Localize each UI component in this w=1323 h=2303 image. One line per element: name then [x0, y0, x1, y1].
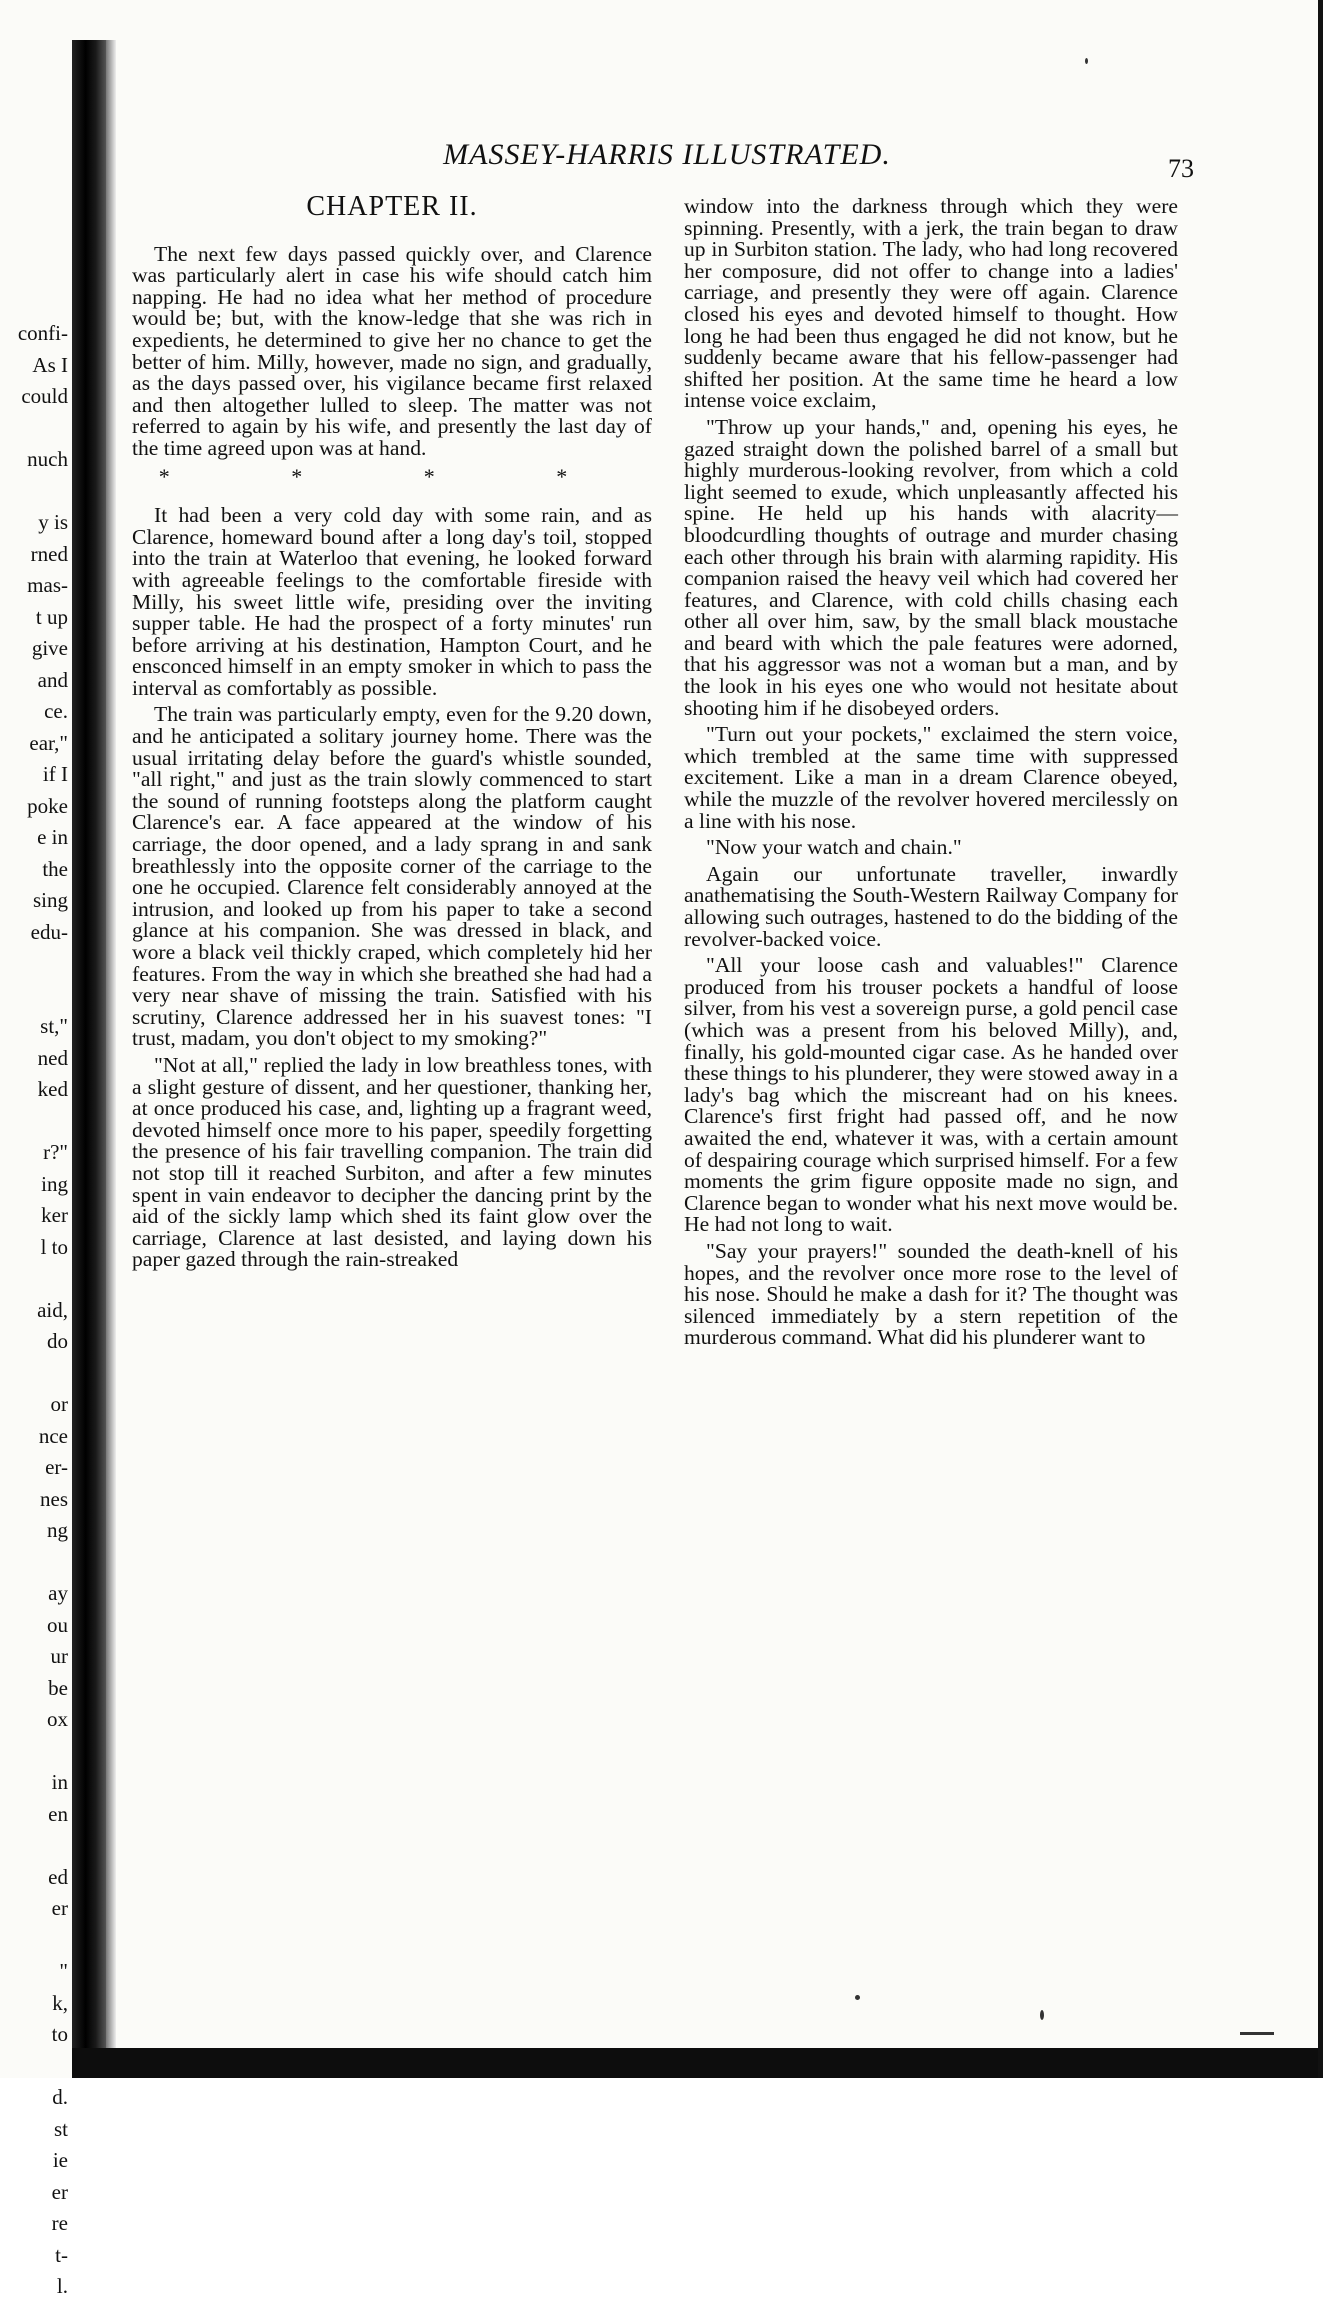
fragment-line: sing [32, 888, 68, 912]
text-column-left [132, 191, 652, 1276]
fragment-line: ox [47, 1707, 68, 1731]
scan-speck [1040, 2010, 1044, 2020]
scan-speck [1085, 58, 1088, 64]
paragraph: "Throw up your hands," and, opening his eyes, he gazed straight down the polished barrel of a small but highly murderous-looking revolver, from which a cold light seemed to exude, which unpleasantly affected his spine. He held up his hands with alacrity—bloodcurdling thoughts of outrage and murder chasing each other through his brain with alarming rapidity. His companion raised the heavy veil which had covered her features, and Clarence, with cold chills chasing each other all over him, saw, by the small black moustache and beard with which the pale features were adorned, that his aggressor was not a woman but a man, and by the look in his eyes one who would not hesitate about shooting him if he disobeyed orders. [684, 414, 1178, 720]
fragment-line: nuch [27, 447, 68, 471]
scan-speck [1240, 2032, 1274, 2035]
fragment-line: ked [37, 1077, 68, 1101]
fragment-line [0, 476, 68, 508]
right-scan-edge [1318, 0, 1323, 2078]
fragment-line: ay [48, 1581, 68, 1605]
fragment-line [0, 1106, 68, 1138]
running-title: MASSEY-HARRIS ILLUSTRATED. [443, 138, 891, 171]
fragment-line: t up [35, 604, 68, 629]
fragment-line: ie [52, 2148, 68, 2172]
paragraph: The next few days passed quickly over, and Clarence was particularly alert in case his wife should catch him napping. He had no idea what her method of procedure would be; but, with the know-ledge that she was rich in expedients, he determined to give her no chance to get the better of him. Milly, however, made no sign, and gradually, as the days passed over, his vigilance became first relaxed and then altogether lulled to sleep. The matter was not referred to again by his wife, and presently the last day of the time agreed upon was at hand. [132, 241, 652, 460]
fragment-line: ing [41, 1171, 68, 1196]
page-number: 73 [1168, 154, 1194, 183]
fragment-line: ou [47, 1612, 68, 1637]
fragment-line: ker [41, 1203, 68, 1227]
fragment-line [0, 413, 68, 445]
fragment-line [0, 1358, 68, 1390]
fragment-line: l to [40, 1234, 68, 1259]
text-column-right [684, 196, 1178, 1354]
fragment-line: er [51, 2179, 68, 2204]
fragment-line: t- [55, 2242, 68, 2267]
fragment-line [0, 1736, 68, 1768]
paragraph: "Turn out your pockets," exclaimed the stern voice, which trembled at the same time with suppressed excitement. Like a man in a dream Clarence obeyed, while the muzzle of the revolver hovered mercilessly on a line with his nose. [684, 722, 1178, 833]
fragment-line: and [37, 667, 68, 692]
paragraph: "All your loose cash and valuables!" Clarence produced from his trouser pockets a handful of loose silver, from his vest a sovereign purse, a gold pencil case (which was a present from his beloved Milly), and, finally, his gold-mounted cigar case. As he handed over these things to his plunderer, they were stowed away in a lady's bag which the miscreant had on his knees. Clarence's first fright had passed off, and he now awaited the end, whatever it was, with a certain amount of despairing courage which surprised himself. For a few moments the grim figure opposite made no sign, and Clarence began to wonder what his next move would be. He had not long to wait. [684, 953, 1178, 1237]
fragment-line: nes [40, 1486, 68, 1511]
fragment-line: ce. [44, 699, 68, 723]
fragment-line: er- [45, 1455, 68, 1479]
fragment-line: confi- [17, 321, 68, 345]
fragment-line: ur [50, 1644, 68, 1668]
fragment-line: d. [52, 2085, 68, 2109]
fragment-line: to [51, 2022, 68, 2046]
fragment-line: ear," [29, 730, 68, 755]
fragment-line [0, 2051, 68, 2083]
previous-page-fragments [0, 318, 68, 2303]
fragment-line: l. [56, 2274, 68, 2298]
paragraph: "Not at all," replied the lady in low breathless tones, with a slight gesture of dissent, and her questioner, thanking her, at once produced his case, and, lighting up a fragrant weed, devoted himself once more to his paper, speedily forgetting the presence of his fair travelling companion. The train did not stop till it reached Surbiton, and after a few minutes spent in vain endeavor to decipher the dancing print by the aid of the sickly lamp which shed its faint glow over the carriage, Clarence at last desisted, and laying down his paper gazed through the rain-streaked [132, 1052, 652, 1272]
fragment-line: As I [32, 352, 68, 377]
binding-gutter [72, 40, 106, 2050]
fragment-line: nce [38, 1423, 68, 1448]
section-break: * * * * [158, 463, 626, 489]
paragraph: It had been a very cold day with some rain, and as Clarence, homeward bound after a long day's toil, stopped into the train at Waterloo that evening, he looked forward with agreeable feelings to the comfortable fireside with Milly, his sweet little wife, presiding over the inviting supper table. He had the prospect of a forty minutes' run before arriving at his destination, Hampton Court, and he ensconced himself in an empty smoker in which to pass the interval as comfortably as possible. [132, 503, 652, 700]
fragment-line: " [59, 1959, 68, 1983]
fragment-line [0, 948, 68, 980]
paragraph: "Now your watch and chain." [706, 835, 962, 860]
fragment-line: st," [40, 1014, 68, 1038]
fragment-line: in [51, 1770, 68, 1794]
chapter-title: CHAPTER II. [306, 191, 478, 222]
paragraph: window into the darkness through which they were spinning. Presently, with a jerk, the train began to draw up in Surbiton station. The lady, who had long recovered her composure, did not offer to change into a ladies' carriage, and presently they were off again. Clarence closed his eyes and devoted himself to thought. How long he had been thus engaged he did not know, but he suddenly became aware that his fellow-passenger had shifted her position. At the same time he heard a low intense voice exclaim, [684, 194, 1178, 413]
fragment-line: ng [47, 1518, 68, 1542]
fragment-line: rned [30, 541, 68, 566]
fragment-line [0, 1263, 68, 1295]
paragraph: Again our unfortunate traveller, inwardly anathematising the South-Western Railway Company for allowing such outrages, hastened to do the bidding of the revolver-backed voice. [684, 861, 1178, 951]
fragment-line: er [51, 1896, 68, 1920]
fragment-line: the [42, 856, 68, 881]
fragment-line: y is [38, 510, 68, 534]
fragment-line: ed [48, 1864, 68, 1889]
fragment-line: could [21, 384, 68, 408]
fragment-line: re [51, 2211, 68, 2235]
fragment-line: be [48, 1675, 68, 1700]
fragment-line: aid, [37, 1297, 68, 1322]
paragraph: The train was particularly empty, even for the 9.20 down, and he anticipated a solitary journey home. There was the usual irritating delay before the guard's whistle sounded, "all right," and just as the train slowly commenced to start the sound of running footsteps along the platform caught Clarence's ear. A face appeared at the window of his carriage, the door opened, and a lady sprang in and sank breathlessly into the opposite corner of the carriage to the one he occupied. Clarence felt considerably annoyed at the intrusion, and looked up from his paper to take a second glance at his companion. She was dressed in black, and wore a black veil thickly craped, which completely hid her features. From the way in which she breathed she had had a very near shave of missing the train. Satisfied with his scrutiny, Clarence addressed her in his suavest tones: "I trust, madam, you don't object to my smoking?" [132, 702, 652, 1051]
fragment-line: poke [27, 793, 68, 818]
paragraph: "Say your prayers!" sounded the death-knell of his hopes, and the revolver once more rose to the level of his nose. Should he make a dash for it? The thought was silenced immediately by a stern repetition of the murderous command. What did his plunderer want to [684, 1238, 1178, 1350]
fragment-line: mas- [27, 573, 68, 597]
bottom-scan-edge [72, 2048, 1323, 2078]
fragment-line: ned [37, 1045, 68, 1070]
fragment-line: r?" [43, 1140, 68, 1164]
fragment-line [0, 1830, 68, 1862]
fragment-line: edu- [30, 919, 68, 944]
fragment-line: st [53, 2116, 68, 2141]
fragment-line [0, 1547, 68, 1579]
fragment-line: en [48, 1801, 68, 1826]
binding-shadow [106, 40, 116, 2050]
fragment-line [0, 980, 68, 1012]
fragment-line: give [31, 636, 68, 660]
fragment-line: e in [37, 825, 68, 849]
fragment-line [0, 1925, 68, 1957]
fragment-line: do [47, 1329, 68, 1353]
fragment-line: or [50, 1392, 68, 1416]
fragment-line: k, [52, 1990, 68, 2015]
scan-speck [855, 1995, 860, 2000]
fragment-line: if I [42, 762, 68, 786]
